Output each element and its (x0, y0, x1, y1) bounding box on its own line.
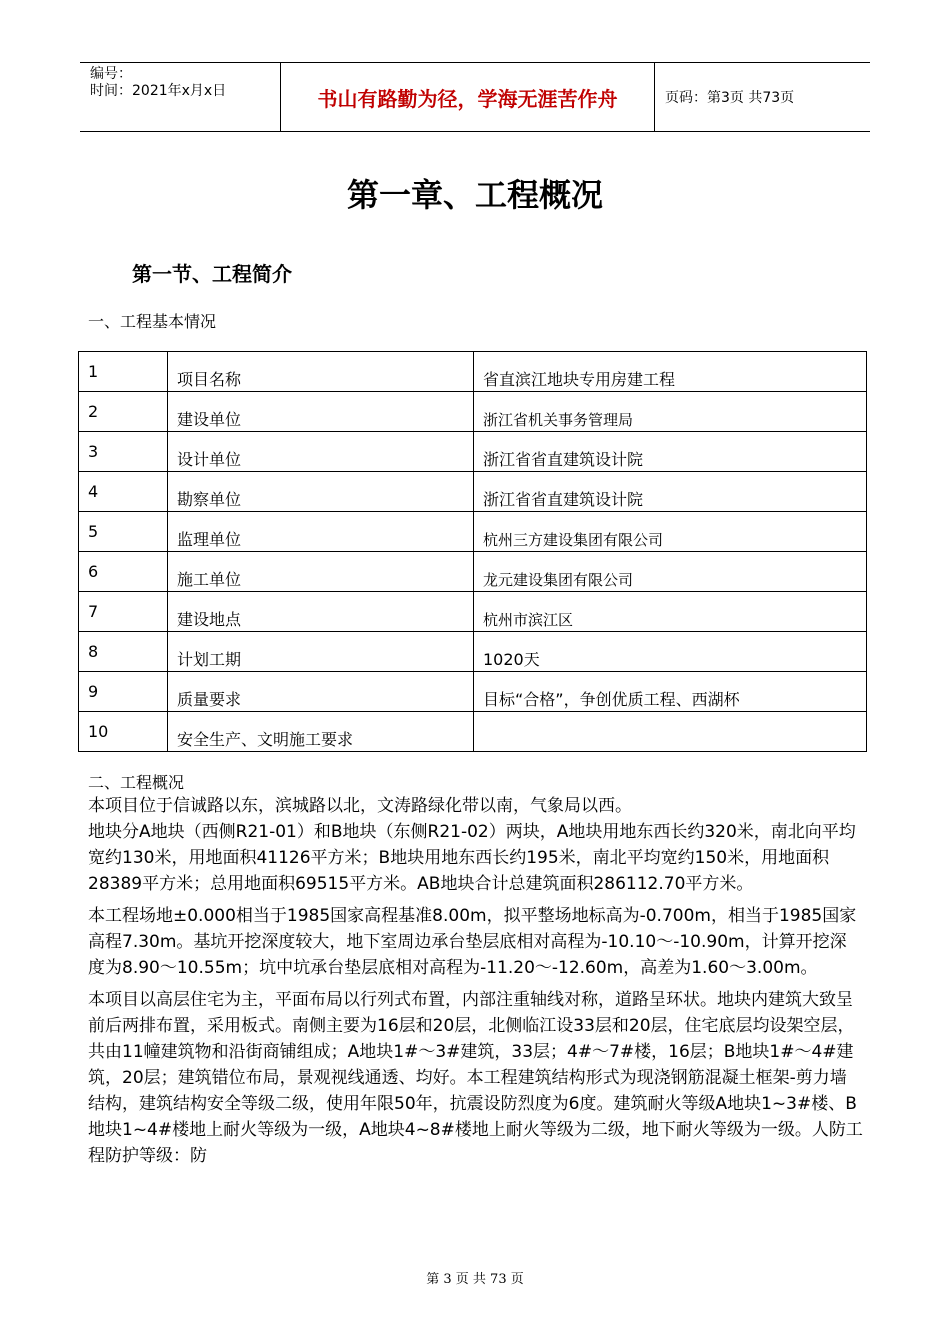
page-header (80, 62, 870, 132)
subsection-basic-info: 一、工程基本情况 (88, 312, 217, 331)
row-item: 设计单位 (168, 432, 474, 472)
row-value: 浙江省省直建筑设计院 (474, 432, 867, 472)
row-number: 9 (79, 672, 168, 712)
row-item: 质量要求 (168, 672, 474, 712)
table-row (79, 712, 867, 752)
row-value: 杭州市滨江区 (474, 592, 867, 632)
table-row (79, 632, 867, 672)
row-value: 龙元建设集团有限公司 (474, 552, 867, 592)
row-value (474, 712, 867, 752)
paragraph: 本项目位于信诚路以东，滨城路以北，文涛路绿化带以南，气象局以西。 (88, 796, 632, 816)
row-number: 4 (79, 472, 168, 512)
subsection-overview: 二、工程概况 (88, 773, 185, 792)
paragraph: 本项目以高层住宅为主，平面布局以行列式布置，内部注重轴线对称，道路呈环状。地块内建筑大致呈前后两排布置，采用板式。南侧主要为16层和20层，北侧临江设33层和20层，住宅底层均设架空层，共由11幢建筑物和沿街商铺组成；A地块1#～3#建筑，33层；4#～7#楼，16层；B地块1#～4#建筑，20层；建筑错位布局，景观视线通透、均好。本工程建筑结构形式为现浇钢筋混凝土框架-剪力墙结构，建筑结构安全等级二级，使用年限50年，抗震设防烈度为6度。建筑耐火等级A地块1~3#楼、B地块1~4#楼地上耐火等级为一级，A地块4~8#楼地上耐火等级为二级，地下耐火等级为一级。人防工程防护等级：防 (88, 990, 863, 1166)
row-item: 建设地点 (168, 592, 474, 632)
paragraph: 本工程场地±0.000相当于1985国家高程基准8.00m，拟平整场地标高为-0.700m，相当于1985国家高程7.30m。基坑开挖深度较大，地下室周边承台垫层底相对高程为-10.10～-10.90m，计算开挖深度为8.90～10.55m；坑中坑承台垫层底相对高程为-11.20～-12.60m，高差为1.60～3.00m。 (88, 906, 857, 978)
row-item: 计划工期 (168, 632, 474, 672)
row-item: 项目名称 (168, 352, 474, 392)
row-value: 浙江省省直建筑设计院 (474, 472, 867, 512)
row-number: 3 (79, 432, 168, 472)
table-row (79, 512, 867, 552)
row-value: 浙江省机关事务管理局 (474, 392, 867, 432)
row-value: 目标“合格”，争创优质工程、西湖杯 (474, 672, 867, 712)
row-item: 施工单位 (168, 552, 474, 592)
section-title: 第一节、工程简介 (132, 262, 292, 286)
row-item: 安全生产、文明施工要求 (168, 712, 474, 752)
header-meta (80, 63, 281, 131)
date-label: 时间：2021年x月x日 (90, 83, 227, 99)
header-motto: 书山有路勤为径，学海无涯苦作舟 (281, 63, 655, 131)
header-page-label: 页码：第3页 共73页 (665, 90, 795, 106)
row-number: 5 (79, 512, 168, 552)
table-row (79, 392, 867, 432)
table-row (79, 552, 867, 592)
page-footer: 第 3 页 共 73 页 (426, 1272, 524, 1287)
table-row (79, 672, 867, 712)
row-number: 10 (79, 712, 168, 752)
table-row (79, 352, 867, 392)
row-item: 监理单位 (168, 512, 474, 552)
project-info-table (78, 351, 867, 752)
row-item: 建设单位 (168, 392, 474, 432)
row-number: 1 (79, 352, 168, 392)
code-label: 编号： (90, 66, 132, 82)
row-number: 8 (79, 632, 168, 672)
table-row (79, 472, 867, 512)
row-value: 1020天 (474, 632, 867, 672)
table-row (79, 432, 867, 472)
chapter-title: 第一章、工程概况 (346, 176, 603, 214)
overview-body (88, 793, 863, 1169)
row-number: 2 (79, 392, 168, 432)
row-number: 7 (79, 592, 168, 632)
paragraph: 地块分A地块（西侧R21-01）和B地块（东侧R21-02）两块，A地块用地东西长约320米，南北向平均宽约130米，用地面积41126平方米；B地块用地东西长约195米，南北平均宽约150米，用地面积28389平方米；总用地面积69515平方米。AB地块合计总建筑面积286112.70平方米。 (88, 822, 856, 894)
row-value: 省直滨江地块专用房建工程 (474, 352, 867, 392)
row-number: 6 (79, 552, 168, 592)
table-row (79, 592, 867, 632)
row-item: 勘察单位 (168, 472, 474, 512)
row-value: 杭州三方建设集团有限公司 (474, 512, 867, 552)
